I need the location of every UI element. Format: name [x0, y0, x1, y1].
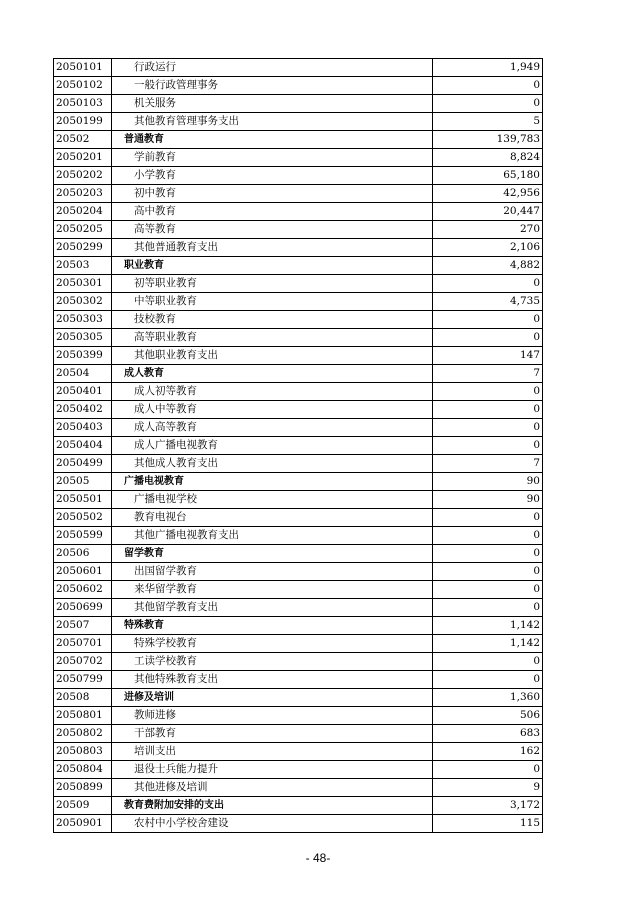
name-cell: 机关服务	[112, 95, 433, 113]
table-row	[54, 275, 543, 293]
name-cell: 其他广播电视教育支出	[112, 527, 433, 545]
amount-cell: 2,106	[433, 239, 543, 257]
amount-cell: 115	[433, 815, 543, 833]
code-cell: 2050203	[54, 185, 112, 203]
amount-cell: 90	[433, 491, 543, 509]
name-cell: 行政运行	[112, 59, 433, 77]
amount-cell: 1,949	[433, 59, 543, 77]
code-cell: 2050299	[54, 239, 112, 257]
table-row	[54, 347, 543, 365]
table-row	[54, 293, 543, 311]
amount-cell: 0	[433, 419, 543, 437]
amount-cell: 0	[433, 671, 543, 689]
name-cell: 职业教育	[112, 257, 433, 275]
amount-cell: 4,882	[433, 257, 543, 275]
name-cell: 广播电视学校	[112, 491, 433, 509]
table-row	[54, 725, 543, 743]
code-cell: 2050101	[54, 59, 112, 77]
table-row	[54, 707, 543, 725]
code-cell: 20507	[54, 617, 112, 635]
amount-cell: 7	[433, 365, 543, 383]
code-cell: 20505	[54, 473, 112, 491]
code-cell: 2050403	[54, 419, 112, 437]
code-cell: 2050799	[54, 671, 112, 689]
name-cell: 成人教育	[112, 365, 433, 383]
table-row	[54, 401, 543, 419]
code-cell: 2050204	[54, 203, 112, 221]
amount-cell: 9	[433, 779, 543, 797]
amount-cell: 4,735	[433, 293, 543, 311]
code-cell: 2050499	[54, 455, 112, 473]
name-cell: 其他进修及培训	[112, 779, 433, 797]
name-cell: 其他成人教育支出	[112, 455, 433, 473]
code-cell: 2050302	[54, 293, 112, 311]
name-cell: 成人初等教育	[112, 383, 433, 401]
code-cell: 2050899	[54, 779, 112, 797]
table-row	[54, 761, 543, 779]
table-row	[54, 671, 543, 689]
code-cell: 2050205	[54, 221, 112, 239]
table-row	[54, 329, 543, 347]
table-row	[54, 221, 543, 239]
code-cell: 20509	[54, 797, 112, 815]
table-row	[54, 509, 543, 527]
amount-cell: 8,824	[433, 149, 543, 167]
code-cell: 2050502	[54, 509, 112, 527]
table-row	[54, 779, 543, 797]
name-cell: 广播电视教育	[112, 473, 433, 491]
name-cell: 其他教育管理事务支出	[112, 113, 433, 131]
code-cell: 2050301	[54, 275, 112, 293]
table-row	[54, 77, 543, 95]
name-cell: 留学教育	[112, 545, 433, 563]
budget-table	[53, 58, 543, 833]
budget-table-container	[53, 58, 542, 833]
table-row	[54, 635, 543, 653]
code-cell: 20504	[54, 365, 112, 383]
code-cell: 2050501	[54, 491, 112, 509]
name-cell: 特殊学校教育	[112, 635, 433, 653]
code-cell: 2050201	[54, 149, 112, 167]
code-cell: 20503	[54, 257, 112, 275]
name-cell: 干部教育	[112, 725, 433, 743]
table-row	[54, 419, 543, 437]
name-cell: 培训支出	[112, 743, 433, 761]
amount-cell: 683	[433, 725, 543, 743]
amount-cell: 0	[433, 329, 543, 347]
name-cell: 成人高等教育	[112, 419, 433, 437]
code-cell: 2050102	[54, 77, 112, 95]
name-cell: 进修及培训	[112, 689, 433, 707]
code-cell: 2050199	[54, 113, 112, 131]
code-cell: 2050599	[54, 527, 112, 545]
code-cell: 2050702	[54, 653, 112, 671]
amount-cell: 147	[433, 347, 543, 365]
code-cell: 2050103	[54, 95, 112, 113]
code-cell: 2050404	[54, 437, 112, 455]
name-cell: 教育费附加安排的支出	[112, 797, 433, 815]
table-row	[54, 59, 543, 77]
name-cell: 工读学校教育	[112, 653, 433, 671]
name-cell: 出国留学教育	[112, 563, 433, 581]
amount-cell: 90	[433, 473, 543, 491]
name-cell: 来华留学教育	[112, 581, 433, 599]
amount-cell: 1,360	[433, 689, 543, 707]
name-cell: 普通教育	[112, 131, 433, 149]
code-cell: 2050699	[54, 599, 112, 617]
code-cell: 2050801	[54, 707, 112, 725]
name-cell: 高中教育	[112, 203, 433, 221]
amount-cell: 0	[433, 761, 543, 779]
name-cell: 学前教育	[112, 149, 433, 167]
amount-cell: 65,180	[433, 167, 543, 185]
category-row	[54, 617, 543, 635]
amount-cell: 0	[433, 581, 543, 599]
amount-cell: 1,142	[433, 635, 543, 653]
budget-table-body	[54, 59, 543, 833]
name-cell: 成人广播电视教育	[112, 437, 433, 455]
table-row	[54, 599, 543, 617]
name-cell: 特殊教育	[112, 617, 433, 635]
category-row	[54, 797, 543, 815]
table-row	[54, 113, 543, 131]
code-cell: 2050701	[54, 635, 112, 653]
amount-cell: 0	[433, 527, 543, 545]
amount-cell: 0	[433, 437, 543, 455]
code-cell: 2050202	[54, 167, 112, 185]
amount-cell: 0	[433, 563, 543, 581]
amount-cell: 162	[433, 743, 543, 761]
table-row	[54, 167, 543, 185]
category-row	[54, 473, 543, 491]
name-cell: 退役士兵能力提升	[112, 761, 433, 779]
name-cell: 成人中等教育	[112, 401, 433, 419]
amount-cell: 0	[433, 653, 543, 671]
amount-cell: 139,783	[433, 131, 543, 149]
code-cell: 2050402	[54, 401, 112, 419]
code-cell: 20502	[54, 131, 112, 149]
name-cell: 农村中小学校舍建设	[112, 815, 433, 833]
name-cell: 一般行政管理事务	[112, 77, 433, 95]
table-row	[54, 563, 543, 581]
table-row	[54, 311, 543, 329]
amount-cell: 7	[433, 455, 543, 473]
table-row	[54, 437, 543, 455]
category-row	[54, 545, 543, 563]
code-cell: 2050802	[54, 725, 112, 743]
table-row	[54, 491, 543, 509]
category-row	[54, 131, 543, 149]
code-cell: 2050804	[54, 761, 112, 779]
name-cell: 技校教育	[112, 311, 433, 329]
page-number: - 48-	[305, 851, 331, 865]
name-cell: 其他职业教育支出	[112, 347, 433, 365]
amount-cell: 5	[433, 113, 543, 131]
code-cell: 2050901	[54, 815, 112, 833]
amount-cell: 0	[433, 95, 543, 113]
amount-cell: 0	[433, 275, 543, 293]
category-row	[54, 689, 543, 707]
table-row	[54, 185, 543, 203]
code-cell: 2050305	[54, 329, 112, 347]
table-row	[54, 149, 543, 167]
amount-cell: 3,172	[433, 797, 543, 815]
amount-cell: 270	[433, 221, 543, 239]
amount-cell: 506	[433, 707, 543, 725]
amount-cell: 0	[433, 599, 543, 617]
name-cell: 小学教育	[112, 167, 433, 185]
amount-cell: 20,447	[433, 203, 543, 221]
category-row	[54, 365, 543, 383]
name-cell: 高等教育	[112, 221, 433, 239]
category-row	[54, 257, 543, 275]
amount-cell: 0	[433, 509, 543, 527]
code-cell: 20506	[54, 545, 112, 563]
table-row	[54, 653, 543, 671]
table-row	[54, 203, 543, 221]
table-row	[54, 581, 543, 599]
amount-cell: 0	[433, 311, 543, 329]
table-row	[54, 743, 543, 761]
code-cell: 20508	[54, 689, 112, 707]
amount-cell: 42,956	[433, 185, 543, 203]
code-cell: 2050303	[54, 311, 112, 329]
amount-cell: 1,142	[433, 617, 543, 635]
name-cell: 初等职业教育	[112, 275, 433, 293]
table-row	[54, 527, 543, 545]
amount-cell: 0	[433, 545, 543, 563]
name-cell: 其他特殊教育支出	[112, 671, 433, 689]
name-cell: 初中教育	[112, 185, 433, 203]
amount-cell: 0	[433, 77, 543, 95]
table-row	[54, 239, 543, 257]
name-cell: 其他普通教育支出	[112, 239, 433, 257]
name-cell: 教师进修	[112, 707, 433, 725]
name-cell: 教育电视台	[112, 509, 433, 527]
code-cell: 2050601	[54, 563, 112, 581]
table-row	[54, 815, 543, 833]
code-cell: 2050803	[54, 743, 112, 761]
table-row	[54, 95, 543, 113]
code-cell: 2050602	[54, 581, 112, 599]
table-row	[54, 455, 543, 473]
code-cell: 2050399	[54, 347, 112, 365]
table-row	[54, 383, 543, 401]
name-cell: 高等职业教育	[112, 329, 433, 347]
amount-cell: 0	[433, 401, 543, 419]
name-cell: 其他留学教育支出	[112, 599, 433, 617]
code-cell: 2050401	[54, 383, 112, 401]
amount-cell: 0	[433, 383, 543, 401]
name-cell: 中等职业教育	[112, 293, 433, 311]
